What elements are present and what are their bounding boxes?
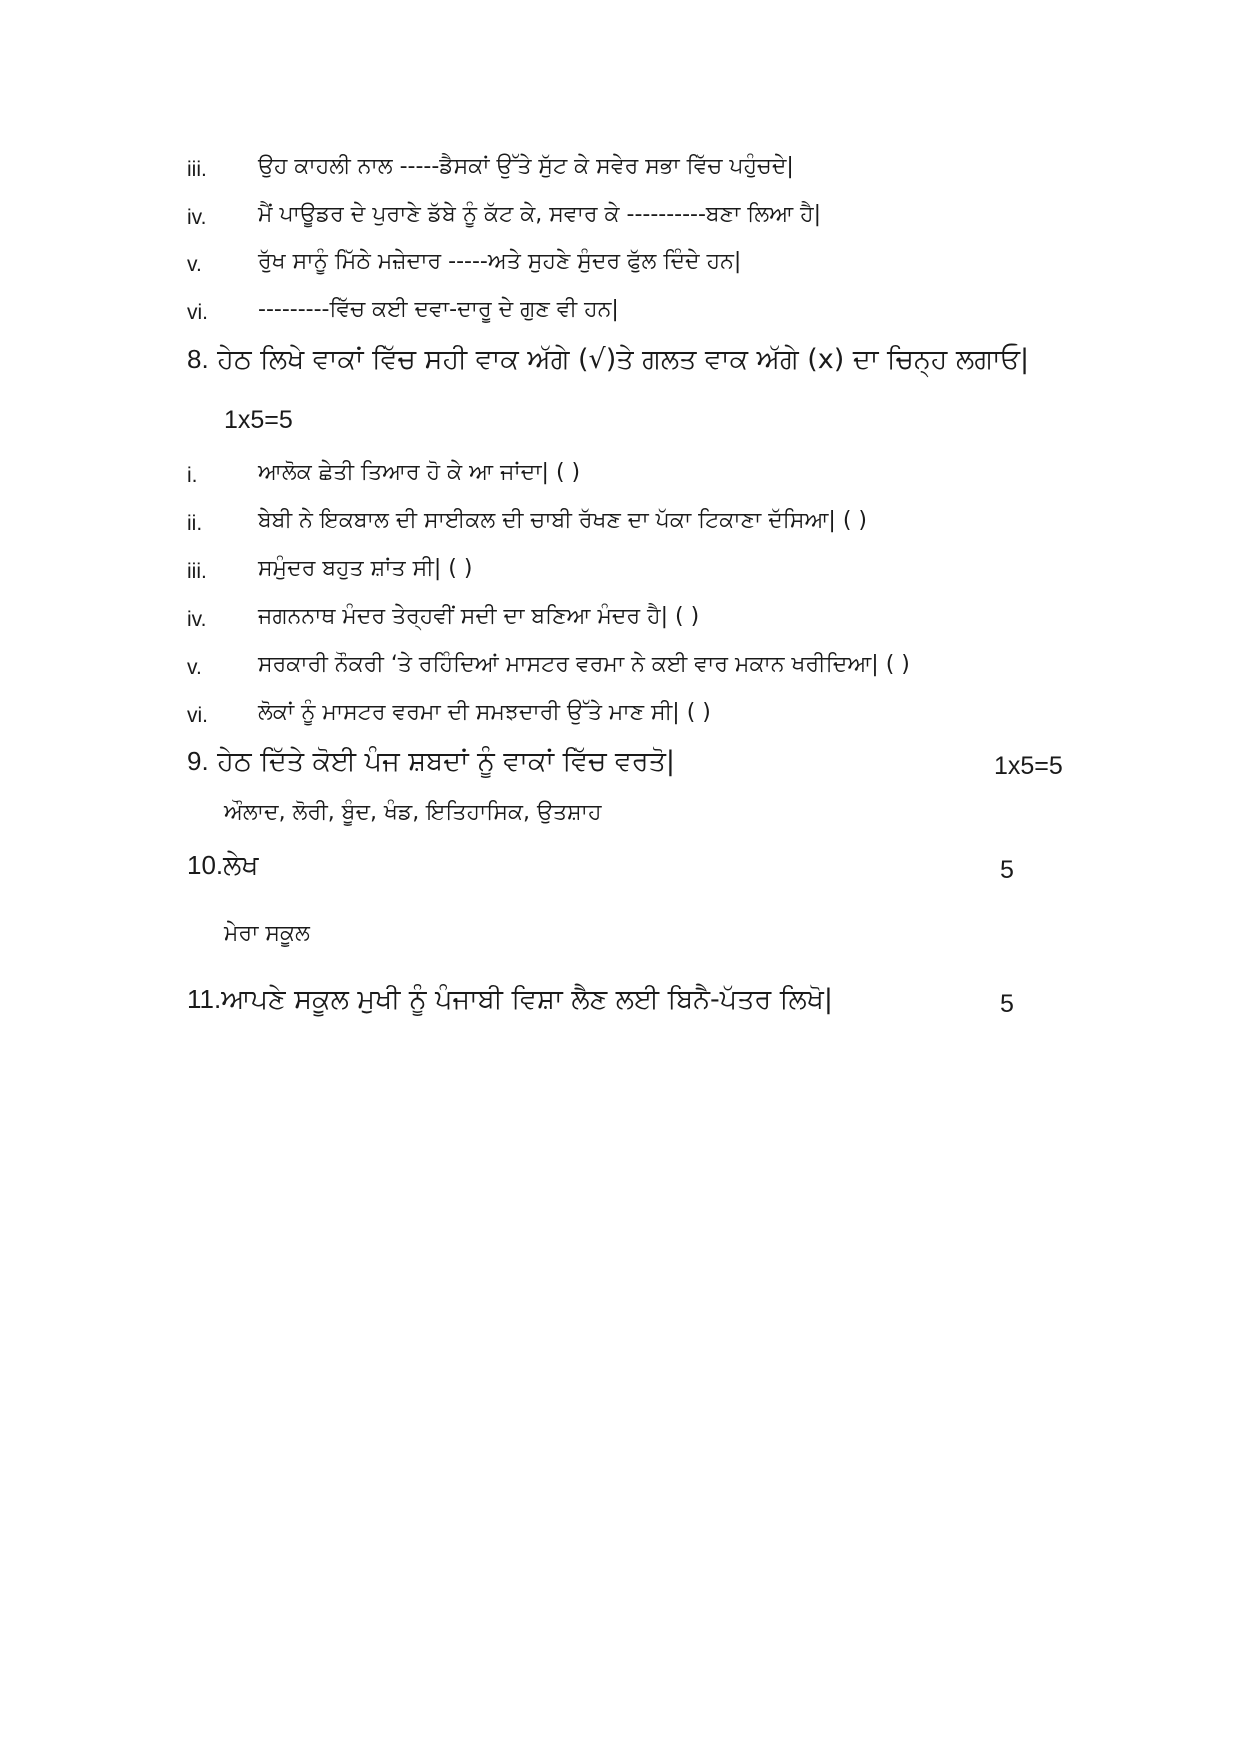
question-9 xyxy=(187,746,675,778)
item-number: i. xyxy=(187,464,198,487)
question-number: 8. xyxy=(187,344,209,374)
question-number: 9. xyxy=(187,746,209,776)
question-text: ਹੇਠ ਦਿੱਤੇ ਕੋਈ ਪੰਜ ਸ਼ਬਦਾਂ ਨੂੰ ਵਾਕਾਂ ਵਿੱਚ ਵਰਤੋ| xyxy=(217,746,676,777)
item-text: ਜਗਨਨਾਥ ਮੰਦਰ ਤੇਰ੍ਹਵੀਂ ਸਦੀ ਦਾ ਬਣਿਆ ਮੰਦਰ ਹੈ| ( ) xyxy=(258,604,700,629)
question-text: ਲੇਖ xyxy=(223,850,259,881)
item-number: iii. xyxy=(187,158,207,181)
item-number: iii. xyxy=(187,560,207,583)
item-text: ਆਲੋਕ ਛੇਤੀ ਤਿਆਰ ਹੋ ਕੇ ਆ ਜਾਂਦਾ| ( ) xyxy=(258,460,581,485)
item-text: ---------ਵਿੱਚ ਕਈ ਦਵਾ-ਦਾਰੂ ਦੇ ਗੁਣ ਵੀ ਹਨ| xyxy=(258,297,619,322)
item-text: ਮੈਂ ਪਾਊਡਰ ਦੇ ਪੁਰਾਣੇ ਡੱਬੇ ਨੂੰ ਕੱਟ ਕੇ, ਸਵਾਰ ਕੇ ----------ਬਣਾ ਲਿਆ ਹੈ| xyxy=(258,202,822,227)
item-number: v. xyxy=(187,656,202,679)
item-number: iv. xyxy=(187,608,207,631)
question-marks: 5 xyxy=(1000,990,1014,1018)
item-number: v. xyxy=(187,253,202,276)
item-text: ਲੋਕਾਂ ਨੂੰ ਮਾਸਟਰ ਵਰਮਾ ਦੀ ਸਮਝਦਾਰੀ ਉੱਤੇ ਮਾਣ ਸੀ| ( ) xyxy=(258,700,711,725)
item-text: ਸਮੁੰਦਰ ਬਹੁਤ ਸ਼ਾਂਤ ਸੀ| ( ) xyxy=(258,556,473,581)
item-text: ਰੁੱਖ ਸਾਨੂੰ ਮਿੱਠੇ ਮਜ਼ੇਦਾਰ -----ਅਤੇ ਸੁਹਣੇ ਸੁੰਦਰ ਫੁੱਲ ਦਿੰਦੇ ਹਨ| xyxy=(258,249,742,274)
question-marks: 1x5=5 xyxy=(224,406,293,434)
essay-topic: ਮੇਰਾ ਸਕੂਲ xyxy=(224,921,310,946)
item-text: ਬੇਬੀ ਨੇ ਇਕਬਾਲ ਦੀ ਸਾਈਕਲ ਦੀ ਚਾਬੀ ਰੱਖਣ ਦਾ ਪੱਕਾ ਟਿਕਾਣਾ ਦੱਸਿਆ| ( ) xyxy=(258,508,867,533)
item-text: ਸਰਕਾਰੀ ਨੌਕਰੀ ‘ਤੇ ਰਹਿੰਦਿਆਂ ਮਾਸਟਰ ਵਰਮਾ ਨੇ ਕਈ ਵਾਰ ਮਕਾਨ ਖਰੀਦਿਆ| ( ) xyxy=(258,652,910,677)
question-marks: 5 xyxy=(1000,856,1014,884)
item-text: ਉਹ ਕਾਹਲੀ ਨਾਲ -----ਡੈਸਕਾਂ ਉੱਤੇ ਸੁੱਟ ਕੇ ਸਵੇਰ ਸਭਾ ਵਿੱਚ ਪਹੁੰਚਦੇ| xyxy=(258,154,794,179)
question-number: 10. xyxy=(187,850,224,880)
question-text: ਆਪਣੇ ਸਕੂਲ ਮੁਖੀ ਨੂੰ ਪੰਜਾਬੀ ਵਿਸ਼ਾ ਲੈਣ ਲਈ ਬਿਨੈ-ਪੱਤਰ ਲਿਖੋ| xyxy=(221,984,833,1015)
question-11 xyxy=(187,984,833,1016)
question-marks: 1x5=5 xyxy=(994,752,1063,780)
question-8 xyxy=(187,344,1029,376)
item-number: ii. xyxy=(187,512,203,535)
word-list: ਔਲਾਦ, ਲੋਰੀ, ਬੂੰਦ, ਖੰਡ, ਇਤਿਹਾਸਿਕ, ਉਤਸ਼ਾਹ xyxy=(224,800,602,825)
question-10 xyxy=(187,850,259,882)
item-number: iv. xyxy=(187,206,207,229)
item-number: vi. xyxy=(187,704,208,727)
item-number: vi. xyxy=(187,301,208,324)
question-number: 11. xyxy=(187,984,222,1014)
question-text: ਹੇਠ ਲਿਖੇ ਵਾਕਾਂ ਵਿੱਚ ਸਹੀ ਵਾਕ ਅੱਗੇ (√)ਤੇ ਗਲਤ ਵਾਕ ਅੱਗੇ (x) ਦਾ ਚਿਨ੍ਹ ਲਗਾਓ| xyxy=(217,344,1030,375)
